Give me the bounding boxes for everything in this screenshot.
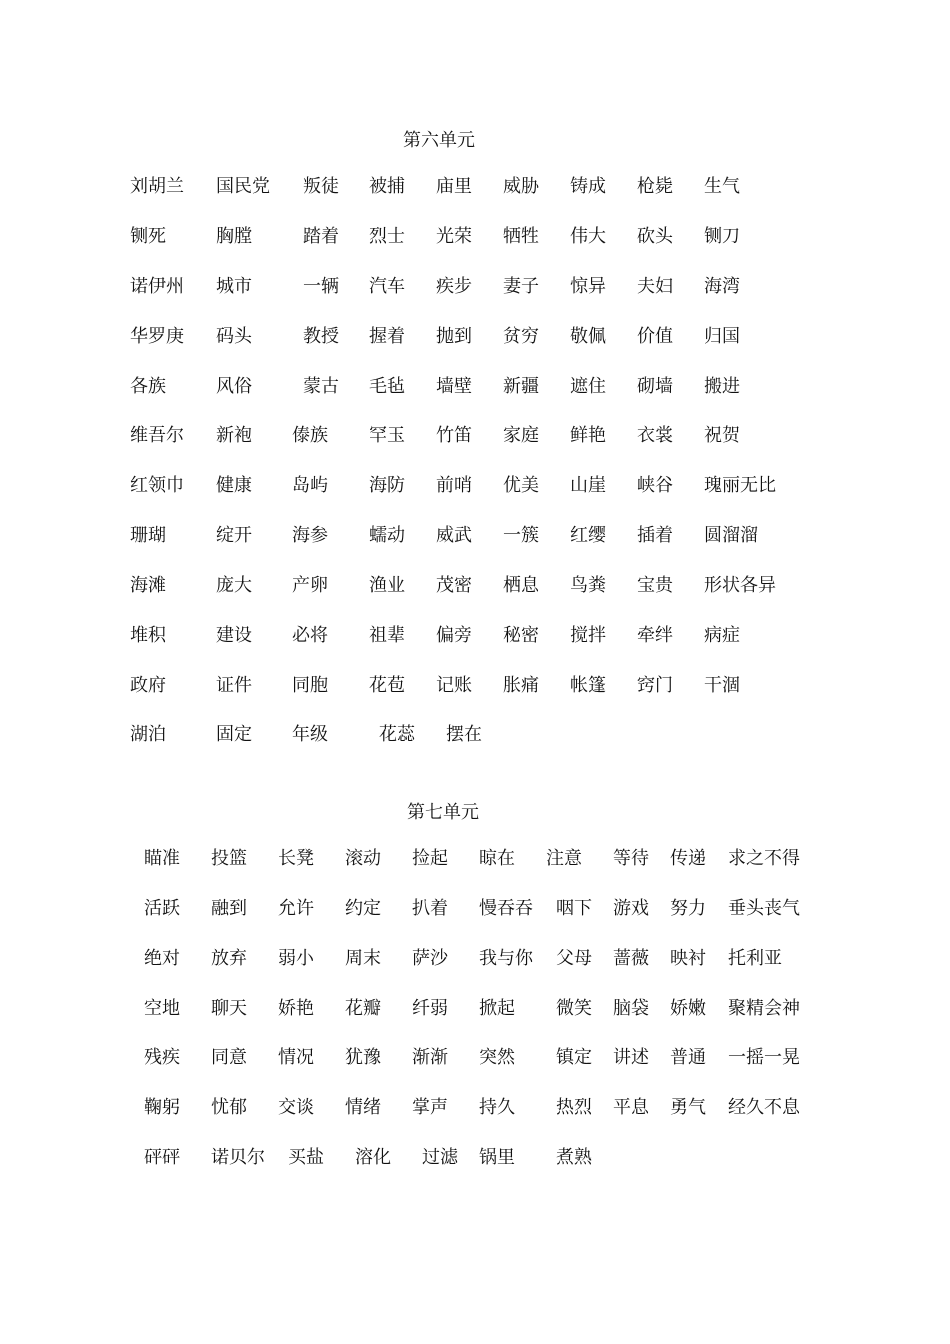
vocab-word: 敬佩 (570, 326, 606, 347)
vocab-word: 花瓣 (345, 998, 381, 1019)
vocab-word: 家庭 (503, 425, 539, 446)
vocab-word: 游戏 (613, 898, 649, 919)
unit7-row-6 (0, 1096, 900, 1120)
vocab-word: 买盐 (288, 1147, 324, 1168)
vocab-word: 微笑 (556, 998, 592, 1019)
vocab-word: 新袍 (216, 425, 252, 446)
vocab-word: 贫穷 (503, 326, 539, 347)
vocab-word: 叛徒 (303, 176, 339, 197)
unit7-row-1 (0, 847, 900, 871)
unit7-title: 第七单元 (407, 802, 479, 823)
vocab-word: 扒着 (412, 898, 448, 919)
vocab-word: 铡死 (130, 226, 166, 247)
vocab-word: 诺伊州 (130, 276, 184, 297)
vocab-word: 蠕动 (369, 525, 405, 546)
vocab-word: 突然 (479, 1047, 515, 1068)
vocab-word: 情绪 (345, 1097, 381, 1118)
vocab-word: 竹笛 (436, 425, 472, 446)
vocab-word: 海参 (292, 525, 328, 546)
vocab-word: 持久 (479, 1097, 515, 1118)
vocab-word: 衣裳 (637, 425, 673, 446)
vocab-word: 摆在 (446, 724, 482, 745)
unit6-row-12 (0, 723, 900, 747)
vocab-word: 峡谷 (637, 475, 673, 496)
vocab-word: 窍门 (637, 675, 673, 696)
vocab-word: 汽车 (369, 276, 405, 297)
vocab-word: 岛屿 (292, 475, 328, 496)
vocab-word: 脑袋 (613, 998, 649, 1019)
vocab-word: 帐篷 (570, 675, 606, 696)
vocab-word: 一辆 (303, 276, 339, 297)
vocab-word: 过滤 (422, 1147, 458, 1168)
vocab-word: 证件 (216, 675, 252, 696)
vocab-word: 活跃 (144, 898, 180, 919)
vocab-word: 傣族 (292, 425, 328, 446)
unit6-row-7 (0, 474, 900, 498)
unit6-row-5 (0, 375, 900, 399)
vocab-word: 同意 (211, 1047, 247, 1068)
vocab-word: 忧郁 (211, 1097, 247, 1118)
vocab-word: 普通 (670, 1047, 706, 1068)
unit6-row-4 (0, 325, 900, 349)
vocab-word: 祖辈 (369, 625, 405, 646)
vocab-word: 维吾尔 (130, 425, 184, 446)
vocab-word: 铡刀 (704, 226, 740, 247)
vocab-word: 妻子 (503, 276, 539, 297)
vocab-word: 求之不得 (728, 848, 800, 869)
vocab-word: 慢吞吞 (479, 898, 533, 919)
vocab-word: 铸成 (570, 176, 606, 197)
vocab-word: 绝对 (144, 948, 180, 969)
vocab-word: 建设 (216, 625, 252, 646)
vocab-word: 纤弱 (412, 998, 448, 1019)
unit6-title: 第六单元 (403, 130, 475, 151)
vocab-word: 热烈 (556, 1097, 592, 1118)
vocab-word: 干涸 (704, 675, 740, 696)
vocab-word: 病症 (704, 625, 740, 646)
vocab-word: 掀起 (479, 998, 515, 1019)
vocab-word: 砌墙 (637, 376, 673, 397)
vocab-word: 传递 (670, 848, 706, 869)
vocab-word: 等待 (613, 848, 649, 869)
vocab-word: 允许 (278, 898, 314, 919)
vocab-word: 经久不息 (728, 1097, 800, 1118)
vocab-word: 映衬 (670, 948, 706, 969)
vocab-word: 优美 (503, 475, 539, 496)
vocab-word: 城市 (216, 276, 252, 297)
vocab-word: 垂头丧气 (728, 898, 800, 919)
vocab-word: 鲜艳 (570, 425, 606, 446)
vocab-word: 绽开 (216, 525, 252, 546)
vocab-word: 诺贝尔 (211, 1147, 265, 1168)
vocab-word: 山崖 (570, 475, 606, 496)
vocab-word: 健康 (216, 475, 252, 496)
vocab-word: 握着 (369, 326, 405, 347)
vocab-word: 聚精会神 (728, 998, 800, 1019)
vocab-word: 庞大 (216, 575, 252, 596)
vocab-word: 娇艳 (278, 998, 314, 1019)
vocab-word: 煮熟 (556, 1147, 592, 1168)
vocab-word: 年级 (292, 724, 328, 745)
vocab-word: 必将 (292, 625, 328, 646)
vocab-word: 平息 (613, 1097, 649, 1118)
unit6-row-2 (0, 225, 900, 249)
vocab-word: 抛到 (436, 326, 472, 347)
vocab-word: 遮住 (570, 376, 606, 397)
vocab-word: 庙里 (436, 176, 472, 197)
vocab-word: 瞄准 (144, 848, 180, 869)
vocab-word: 砰砰 (144, 1147, 180, 1168)
vocab-word: 咽下 (556, 898, 592, 919)
vocab-word: 威胁 (503, 176, 539, 197)
unit6-row-3 (0, 275, 900, 299)
vocab-word: 托利亚 (728, 948, 782, 969)
vocab-word: 牵绊 (637, 625, 673, 646)
vocab-word: 渐渐 (412, 1047, 448, 1068)
vocab-word: 周末 (345, 948, 381, 969)
vocab-word: 讲述 (613, 1047, 649, 1068)
vocab-word: 胸膛 (216, 226, 252, 247)
vocab-word: 捡起 (412, 848, 448, 869)
vocab-word: 掌声 (412, 1097, 448, 1118)
vocab-word: 刘胡兰 (130, 176, 184, 197)
vocab-word: 记账 (436, 675, 472, 696)
vocab-word: 被捕 (369, 176, 405, 197)
unit7-row-3 (0, 947, 900, 971)
vocab-word: 聊天 (211, 998, 247, 1019)
unit6-row-10 (0, 624, 900, 648)
vocab-word: 约定 (345, 898, 381, 919)
vocab-word: 一摇一晃 (728, 1047, 800, 1068)
vocab-word: 情况 (278, 1047, 314, 1068)
vocab-word: 罕玉 (369, 425, 405, 446)
vocab-word: 码头 (216, 326, 252, 347)
vocab-word: 溶化 (355, 1147, 391, 1168)
vocab-word: 价值 (637, 326, 673, 347)
vocab-word: 各族 (130, 376, 166, 397)
vocab-word: 搬进 (704, 376, 740, 397)
vocab-word: 惊异 (570, 276, 606, 297)
vocab-word: 新疆 (503, 376, 539, 397)
vocab-word: 鸟粪 (570, 575, 606, 596)
vocab-word: 枪毙 (637, 176, 673, 197)
vocab-word: 伟大 (570, 226, 606, 247)
vocab-word: 墙壁 (436, 376, 472, 397)
vocab-word: 圆溜溜 (704, 525, 758, 546)
vocab-word: 牺牲 (503, 226, 539, 247)
vocab-word: 放弃 (211, 948, 247, 969)
vocab-word: 晾在 (479, 848, 515, 869)
vocab-word: 花苞 (369, 675, 405, 696)
vocab-word: 风俗 (216, 376, 252, 397)
vocab-word: 华罗庚 (130, 326, 184, 347)
vocab-word: 长凳 (278, 848, 314, 869)
vocab-word: 海防 (369, 475, 405, 496)
vocab-word: 渔业 (369, 575, 405, 596)
vocab-word: 插着 (637, 525, 673, 546)
vocab-word: 生气 (704, 176, 740, 197)
unit7-row-5 (0, 1046, 900, 1070)
vocab-word: 湖泊 (130, 724, 166, 745)
vocab-word: 努力 (670, 898, 706, 919)
vocab-word: 珊瑚 (130, 525, 166, 546)
unit7-row-4 (0, 997, 900, 1021)
vocab-word: 夫妇 (637, 276, 673, 297)
vocab-word: 勇气 (670, 1097, 706, 1118)
vocab-word: 形状各异 (704, 575, 776, 596)
vocab-word: 红缨 (570, 525, 606, 546)
vocab-word: 偏旁 (436, 625, 472, 646)
vocab-word: 产卵 (292, 575, 328, 596)
vocab-word: 萨沙 (412, 948, 448, 969)
vocab-word: 空地 (144, 998, 180, 1019)
vocab-word: 茂密 (436, 575, 472, 596)
vocab-word: 固定 (216, 724, 252, 745)
vocab-word: 毛毡 (369, 376, 405, 397)
vocab-word: 祝贺 (704, 425, 740, 446)
unit6-row-9 (0, 574, 900, 598)
vocab-word: 蔷薇 (613, 948, 649, 969)
vocab-word: 锅里 (479, 1147, 515, 1168)
vocab-word: 归国 (704, 326, 740, 347)
vocab-word: 父母 (556, 948, 592, 969)
vocab-word: 搅拌 (570, 625, 606, 646)
vocab-word: 残疾 (144, 1047, 180, 1068)
unit6-row-11 (0, 674, 900, 698)
vocab-word: 威武 (436, 525, 472, 546)
vocab-word: 花蕊 (379, 724, 415, 745)
vocab-word: 光荣 (436, 226, 472, 247)
vocab-word: 栖息 (503, 575, 539, 596)
vocab-word: 弱小 (278, 948, 314, 969)
unit6-row-8 (0, 524, 900, 548)
vocab-word: 教授 (303, 326, 339, 347)
vocab-word: 交谈 (278, 1097, 314, 1118)
vocab-word: 蒙古 (303, 376, 339, 397)
vocab-word: 鞠躬 (144, 1097, 180, 1118)
vocab-word: 一簇 (503, 525, 539, 546)
vocab-word: 同胞 (292, 675, 328, 696)
vocab-word: 瑰丽无比 (704, 475, 776, 496)
vocab-word: 娇嫩 (670, 998, 706, 1019)
vocab-word: 砍头 (637, 226, 673, 247)
unit6-row-6 (0, 424, 900, 448)
vocab-word: 红领巾 (130, 475, 184, 496)
vocab-word: 国民党 (216, 176, 270, 197)
vocab-word: 秘密 (503, 625, 539, 646)
vocab-word: 融到 (211, 898, 247, 919)
vocab-word: 投篮 (211, 848, 247, 869)
vocab-word: 宝贵 (637, 575, 673, 596)
vocab-word: 犹豫 (345, 1047, 381, 1068)
unit6-row-1 (0, 175, 900, 199)
vocab-word: 烈士 (369, 226, 405, 247)
vocab-word: 我与你 (479, 948, 533, 969)
vocab-word: 海湾 (704, 276, 740, 297)
unit7-row-7 (0, 1146, 900, 1170)
unit7-row-2 (0, 897, 900, 921)
vocab-word: 堆积 (130, 625, 166, 646)
vocab-word: 政府 (130, 675, 166, 696)
vocab-word: 镇定 (556, 1047, 592, 1068)
vocab-word: 滚动 (345, 848, 381, 869)
vocab-word: 海滩 (130, 575, 166, 596)
vocab-word: 胀痛 (503, 675, 539, 696)
vocab-word: 疾步 (436, 276, 472, 297)
vocab-word: 踏着 (303, 226, 339, 247)
vocab-word: 注意 (546, 848, 582, 869)
vocab-word: 前哨 (436, 475, 472, 496)
